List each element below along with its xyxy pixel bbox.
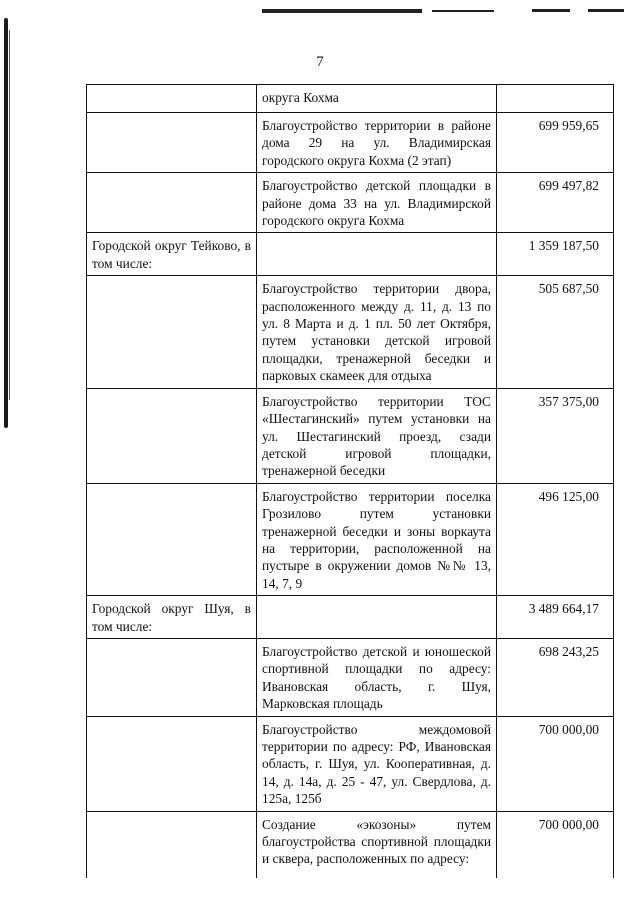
table-row	[87, 811, 614, 878]
table-row	[87, 596, 614, 639]
description-cell: Благоустройство территории в районе дома 29 на ул. Владимирская городского округа Кохма (2 этап)	[257, 113, 497, 173]
table-row	[87, 483, 614, 595]
description-cell: Благоустройство детской и юношеской спортивной площадки по адресу: Ивановская область, г. Шуя, Марковская площадь	[257, 638, 497, 716]
amount-cell: 496 125,00	[497, 483, 614, 595]
district-cell	[87, 483, 257, 595]
district-cell	[87, 638, 257, 716]
description-cell: Благоустройство междомовой территории по адресу: РФ, Ивановская область, г. Шуя, ул. Кооперативная, д. 14, д. 14а, д. 25 - 47, ул. Свердлова, д. 125а, 125б	[257, 716, 497, 811]
table-row	[87, 113, 614, 173]
description-cell: Создание «экозоны» путем благоустройства спортивной площадки и сквера, расположенных по адресу:	[257, 811, 497, 878]
table-row	[87, 276, 614, 388]
page-number: 7	[316, 54, 324, 70]
description-cell: Благоустройство территории двора, расположенного между д. 11, д. 13 по ул. 8 Марта и д. 1 пл. 50 лет Октября, путем установки детской игровой площадки, тренажерной беседки и парковых скамеек для отдыха	[257, 276, 497, 388]
district-cell	[87, 113, 257, 173]
amount-cell: 3 489 664,17	[497, 596, 614, 639]
district-cell	[87, 276, 257, 388]
scan-top-mark	[262, 9, 422, 13]
district-cell	[87, 716, 257, 811]
amount-cell: 699 959,65	[497, 113, 614, 173]
scan-top-mark	[532, 9, 570, 12]
description-cell: Благоустройство территории поселка Грозилово путем установки тренажерной беседки и зоны воркаута на территории, расположенной на пустыре в окружении домов №№ 13, 14, 7, 9	[257, 483, 497, 595]
table-row	[87, 233, 614, 276]
amount-cell: 505 687,50	[497, 276, 614, 388]
table-row	[87, 173, 614, 233]
district-cell: Городской округ Тейково, в том числе:	[87, 233, 257, 276]
district-cell	[87, 811, 257, 878]
amount-cell: 700 000,00	[497, 716, 614, 811]
amount-cell: 699 497,82	[497, 173, 614, 233]
amount-cell: 700 000,00	[497, 811, 614, 878]
district-cell: Городской округ Шуя, в том числе:	[87, 596, 257, 639]
amount-cell: 357 375,00	[497, 388, 614, 483]
description-cell: Благоустройство детской площадки в районе дома 33 на ул. Владимирской городского округа Кохма	[257, 173, 497, 233]
district-cell	[87, 388, 257, 483]
district-cell	[87, 173, 257, 233]
description-cell: Благоустройство территории ТОС «Шестагинский» путем установки на ул. Шестагинский проезд, сзади детской игровой площадки, тренажерной беседки	[257, 388, 497, 483]
funding-table	[86, 84, 614, 878]
table-row	[87, 388, 614, 483]
scan-edge-mark	[4, 18, 8, 428]
amount-cell	[497, 85, 614, 113]
table-row	[87, 716, 614, 811]
scan-top-mark	[432, 10, 494, 12]
amount-cell: 1 359 187,50	[497, 233, 614, 276]
table-row	[87, 638, 614, 716]
description-cell: округа Кохма	[257, 85, 497, 113]
description-cell	[257, 233, 497, 276]
scan-edge-line	[9, 30, 10, 400]
district-cell	[87, 85, 257, 113]
table-row	[87, 85, 614, 113]
scan-top-mark	[588, 9, 624, 12]
amount-cell: 698 243,25	[497, 638, 614, 716]
description-cell	[257, 596, 497, 639]
